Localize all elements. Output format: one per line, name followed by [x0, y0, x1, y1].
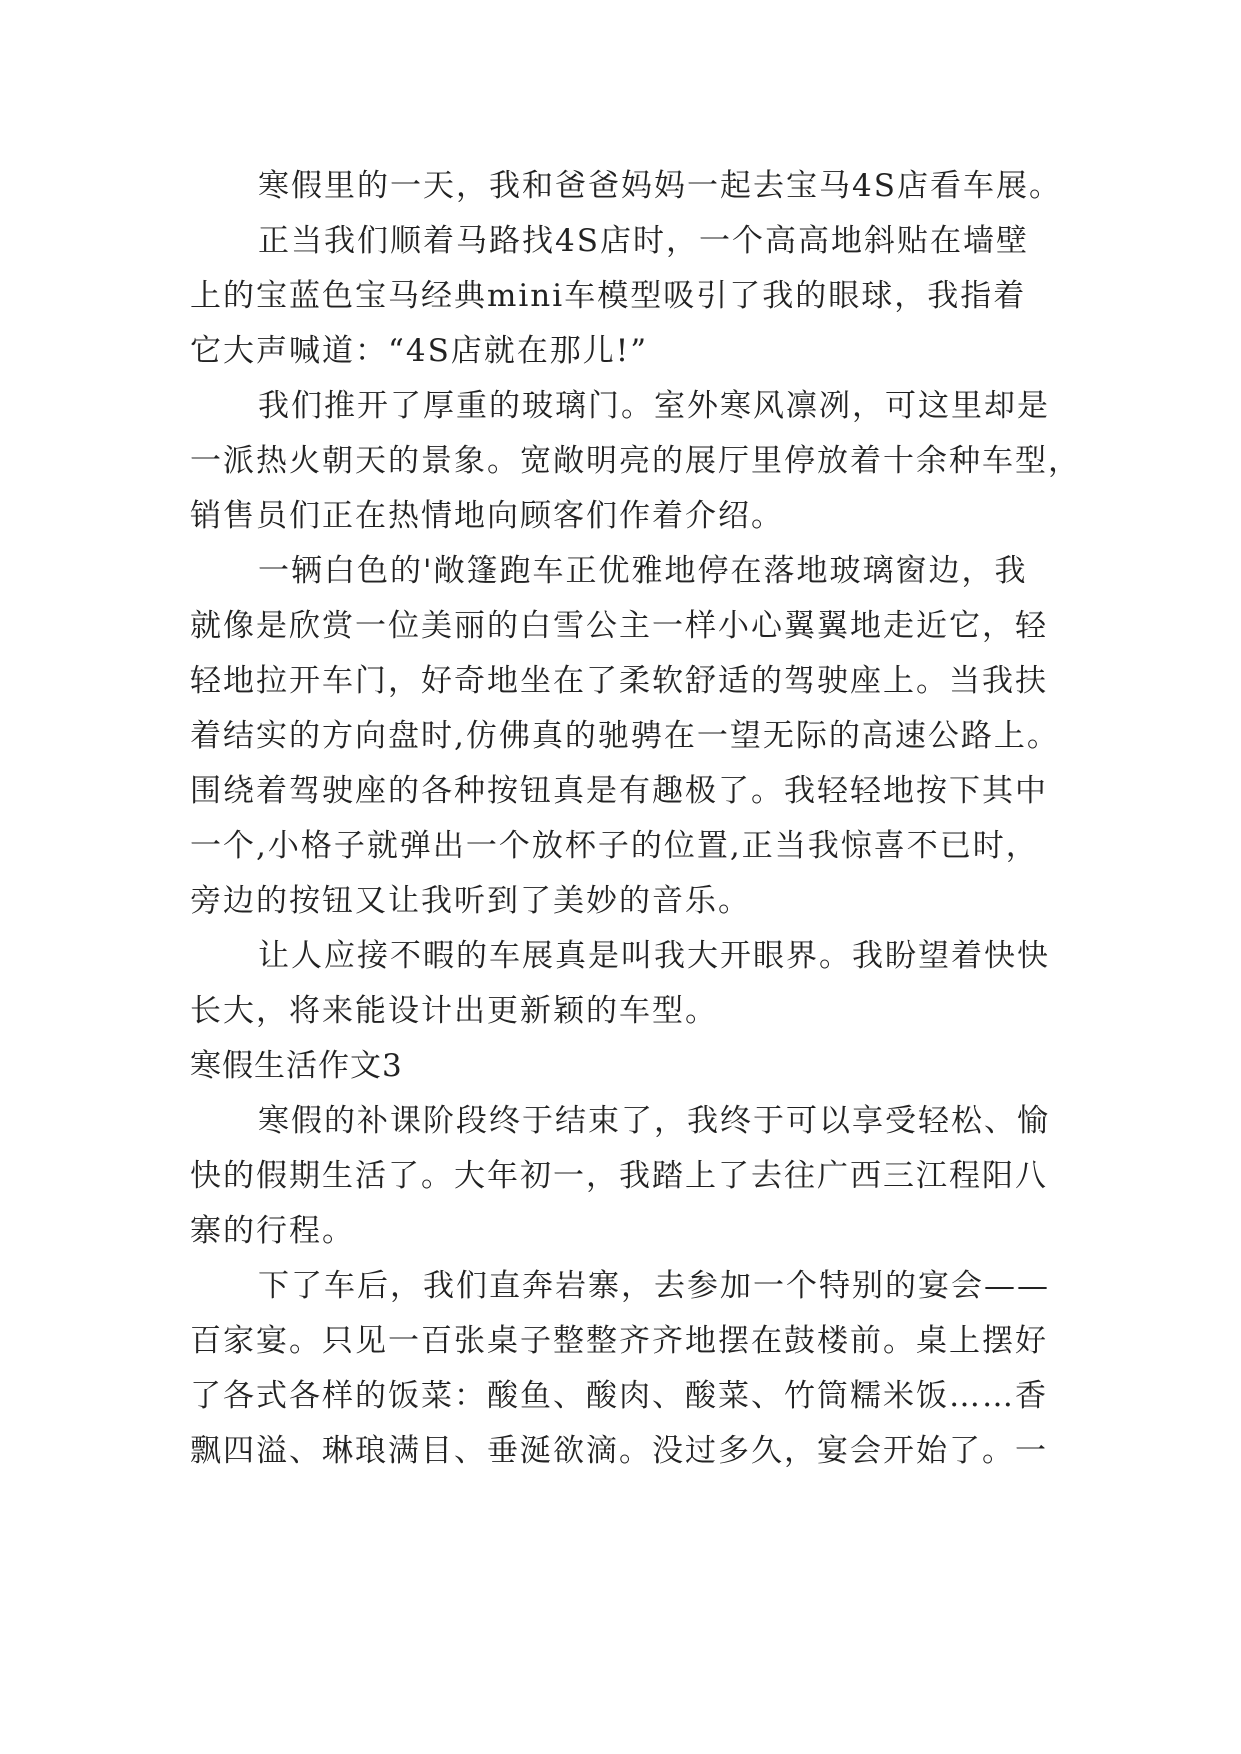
paragraph-3-line-2: 一派热火朝天的景象。宽敞明亮的展厅里停放着十余种车型，	[190, 443, 1081, 479]
paragraph-4-line-1: 一辆白色的'敞篷跑车正优雅地停在落地玻璃窗边，我	[258, 553, 1028, 589]
paragraph-2-line-1: 正当我们顺着马路找4S店时，一个高高地斜贴在墙壁	[258, 223, 1029, 259]
paragraph-3-line-3: 销售员们正在热情地向顾客们作着介绍。	[190, 498, 784, 534]
paragraph-6-line-3: 寨的行程。	[190, 1213, 355, 1249]
paragraph-4-line-6: 一个,小格子就弹出一个放杯子的位置,正当我惊喜不已时，	[190, 828, 1039, 864]
paragraph-7-line-3: 了各式各样的饭菜：酸鱼、酸肉、酸菜、竹筒糯米饭……香	[190, 1378, 1048, 1414]
paragraph-7-line-1: 下了车后，我们直奔岩寨，去参加一个特别的宴会——	[258, 1268, 1050, 1304]
paragraph-7-line-2: 百家宴。只见一百张桌子整整齐齐地摆在鼓楼前。桌上摆好	[190, 1323, 1048, 1359]
paragraph-2-line-3: 它大声喊道：“4S店就在那儿!”	[190, 333, 649, 369]
paragraph-4-line-7: 旁边的按钮又让我听到了美妙的音乐。	[190, 883, 751, 919]
paragraph-4-line-5: 围绕着驾驶座的各种按钮真是有趣极了。我轻轻地按下其中	[190, 773, 1048, 809]
paragraph-7-line-4: 飘四溢、琳琅满目、垂涎欲滴。没过多久，宴会开始了。一	[190, 1433, 1048, 1469]
paragraph-4-line-3: 轻地拉开车门，好奇地坐在了柔软舒适的驾驶座上。当我扶	[190, 663, 1048, 699]
paragraph-1-line-1: 寒假里的一天，我和爸爸妈妈一起去宝马4S店看车展。	[258, 168, 1062, 204]
paragraph-4-line-2: 就像是欣赏一位美丽的白雪公主一样小心翼翼地走近它，轻	[190, 608, 1048, 644]
section-heading: 寒假生活作文3	[190, 1048, 403, 1084]
paragraph-2-line-2: 上的宝蓝色宝马经典mini车模型吸引了我的眼球，我指着	[190, 278, 1027, 314]
paragraph-6-line-2: 快的假期生活了。大年初一，我踏上了去往广西三江程阳八	[190, 1158, 1048, 1194]
paragraph-4-line-4: 着结实的方向盘时,仿佛真的驰骋在一望无际的高速公路上。	[190, 718, 1060, 754]
paragraph-5-line-1: 让人应接不暇的车展真是叫我大开眼界。我盼望着快快	[258, 938, 1050, 974]
paragraph-3-line-1: 我们推开了厚重的玻璃门。室外寒风凛冽，可这里却是	[258, 388, 1050, 424]
paragraph-6-line-1: 寒假的补课阶段终于结束了，我终于可以享受轻松、愉	[258, 1103, 1050, 1139]
paragraph-5-line-2: 长大，将来能设计出更新颖的车型。	[190, 993, 718, 1029]
